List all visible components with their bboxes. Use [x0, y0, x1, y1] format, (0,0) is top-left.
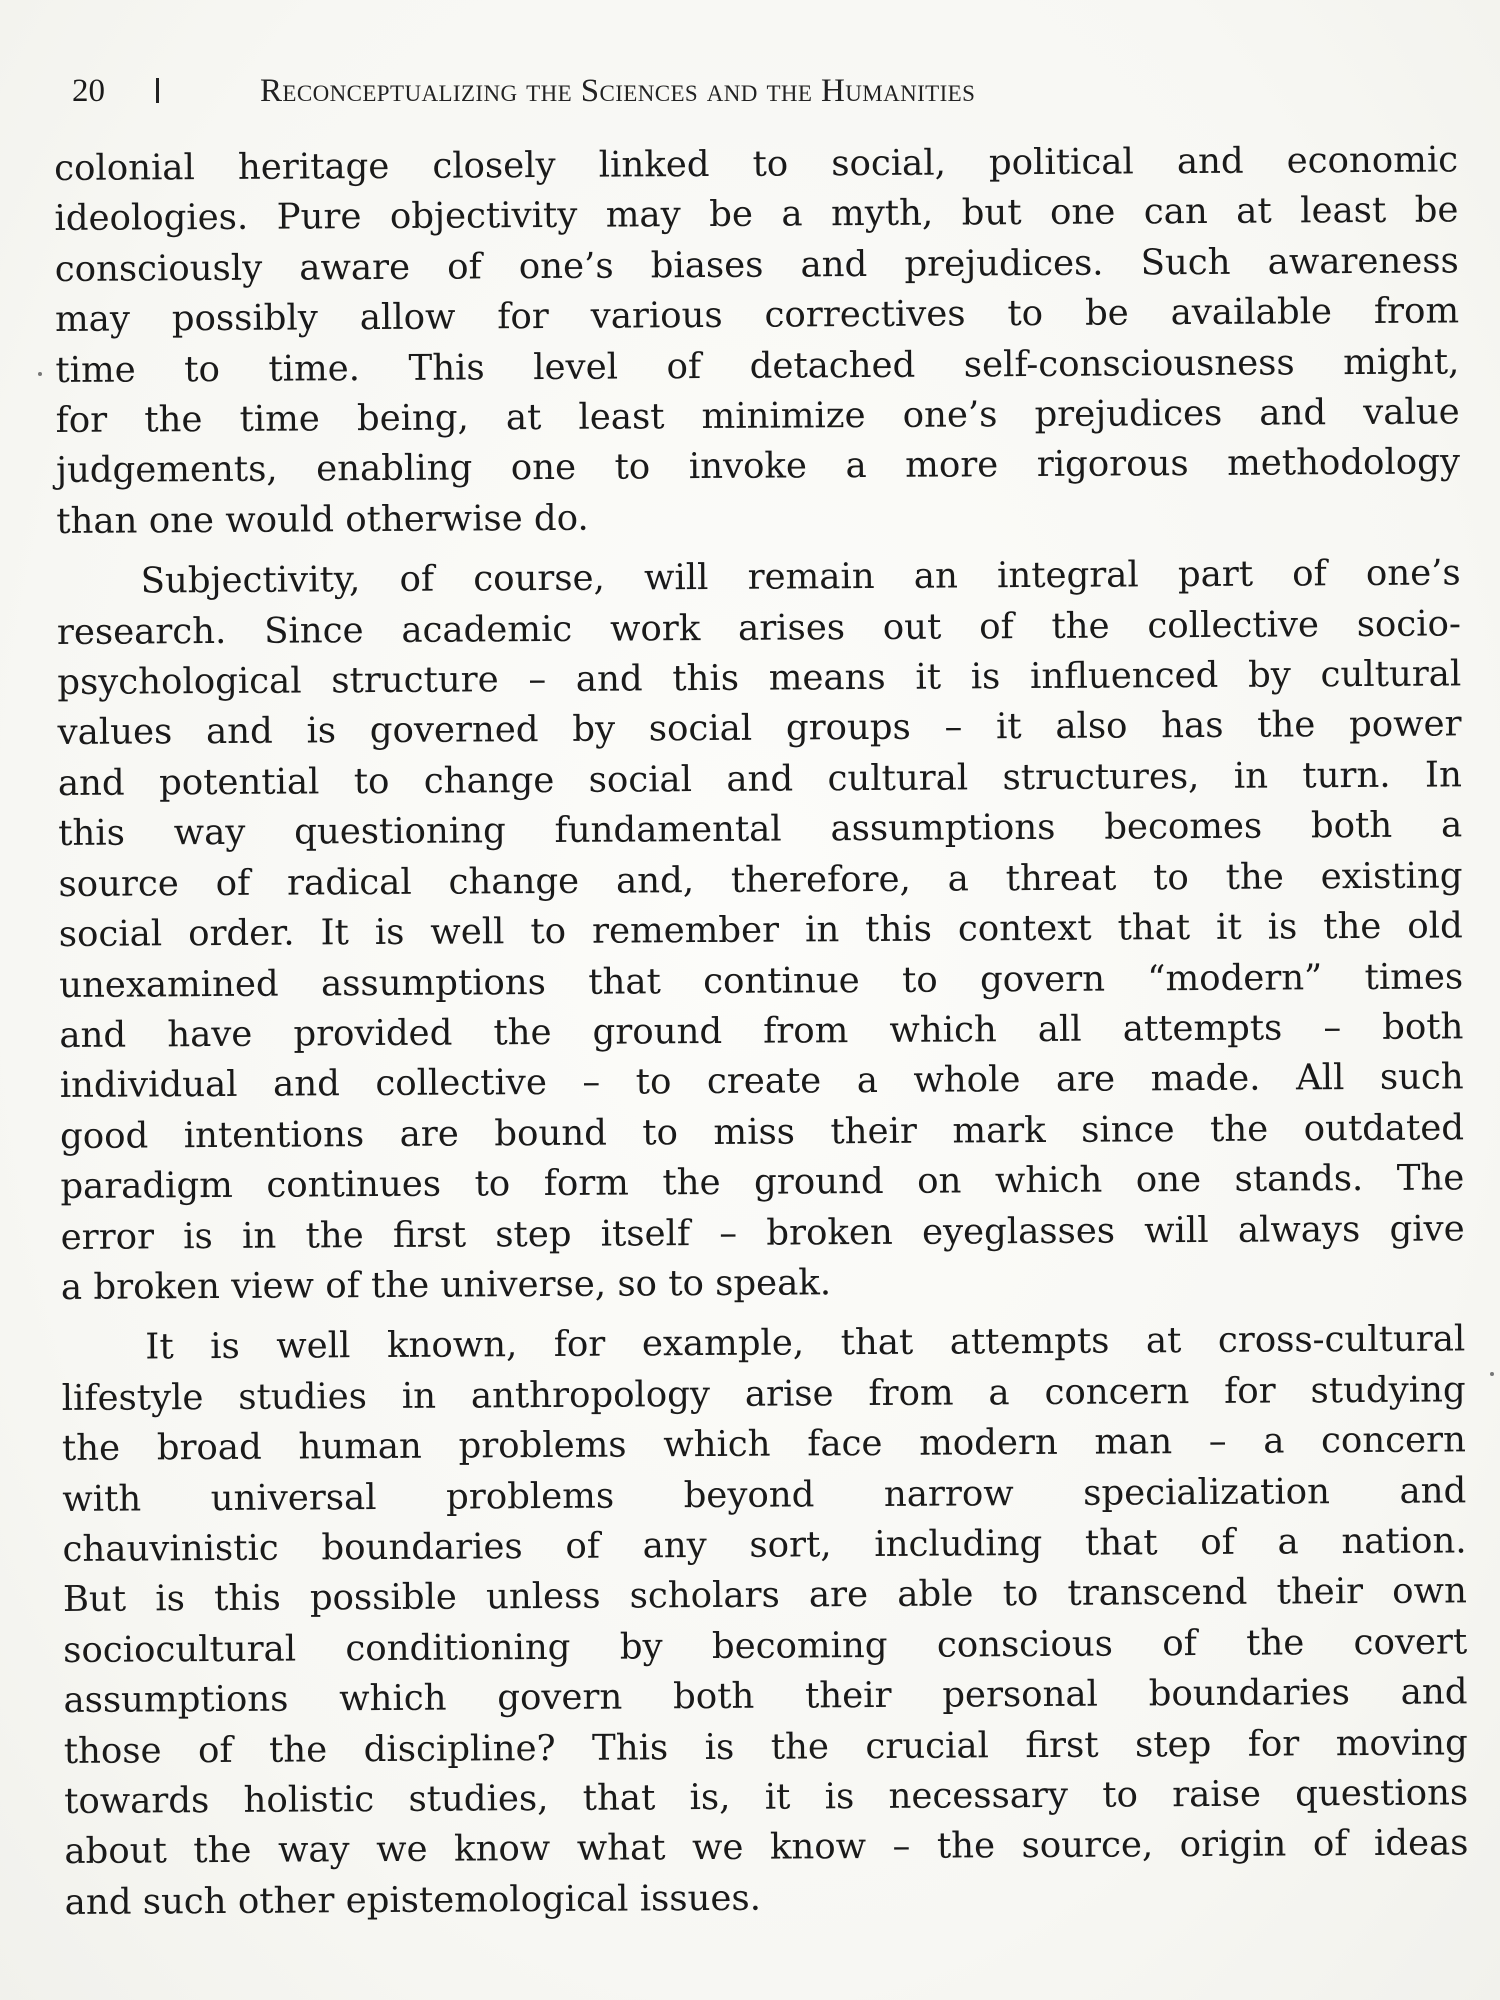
text-line: and have provided the ground from which all attempts – both: [59, 1006, 1464, 1056]
text-line: paradigm continues to form the ground on which one stands. The: [60, 1157, 1465, 1208]
text-line: this way questioning fundamental assumptions becomes both a: [58, 804, 1463, 855]
text-line: chauvinistic boundaries of any sort, including that of a nation.: [62, 1520, 1467, 1570]
header-divider: [156, 78, 159, 103]
text-line: lifestyle studies in anthropology arise from a concern for studying: [61, 1369, 1466, 1419]
paragraph-3: [61, 1315, 1469, 1928]
text-line: sociocultural conditioning by becoming conscious of the covert: [63, 1621, 1468, 1671]
text-line: assumptions which govern both their personal boundaries and: [63, 1671, 1468, 1722]
text-line: But is this possible unless scholars are able to transcend their own: [62, 1570, 1467, 1621]
running-head-title: Reconceptualizing the Sciences and the Humanities: [260, 73, 976, 109]
text-line: may possibly allow for various correctives to be available from: [54, 290, 1460, 341]
text-line: consciously aware of one’s biases and prejudices. Such awareness: [54, 240, 1459, 290]
text-line: individual and collective – to create a whole are made. All such: [59, 1056, 1464, 1107]
text-line: unexamined assumptions that continue to govern “modern” times: [59, 955, 1464, 1006]
text-line: psychological structure – and this means it is influenced by cultural: [57, 653, 1462, 704]
text-line: a broken view of the universe, so to speak.: [60, 1262, 832, 1308]
text-line: time to time. This level of detached self-consciousness might,: [55, 341, 1460, 391]
text-line: with universal problems beyond narrow specialization and: [62, 1469, 1467, 1520]
scan-speck: [38, 372, 42, 376]
body-text: [54, 135, 1469, 1928]
text-line: research. Since academic work arises out of the collective socio-: [56, 603, 1462, 653]
text-line: for the time being, at least minimize one’s prejudices and value: [55, 391, 1460, 442]
text-line: error is in the first step itself – broken eyeglasses will always give: [60, 1207, 1465, 1258]
scan-speck: [1490, 1372, 1494, 1376]
text-line: the broad human problems which face modern man – a concern: [61, 1419, 1467, 1470]
paragraph-1: [54, 135, 1460, 547]
text-line: Subjectivity, of course, will remain an integral part of one’s: [140, 552, 1461, 602]
text-line: than one would otherwise do.: [56, 497, 589, 542]
text-line: good intentions are bound to miss their mark since the outdated: [59, 1107, 1465, 1157]
text-line: It is well known, for example, that attempts at cross-cultural: [145, 1318, 1466, 1368]
text-line: ideologies. Pure objectivity may be a myth, but one can at least be: [54, 189, 1459, 240]
text-line: those of the discipline? This is the crucial first step for moving: [63, 1721, 1468, 1772]
text-line: towards holistic studies, that is, it is necessary to raise questions: [63, 1772, 1469, 1822]
text-line: and potential to change social and cultural structures, in turn. In: [57, 754, 1463, 804]
text-line: values and is governed by social groups – it also has the power: [57, 703, 1462, 754]
page-number: 20: [72, 73, 105, 109]
text-line: source of radical change and, therefore, a threat to the existing: [58, 855, 1463, 905]
running-head: [72, 66, 1352, 116]
text-line: colonial heritage closely linked to social, political and economic: [54, 139, 1459, 189]
paragraph-2: [57, 549, 1466, 1314]
text-line: and such other epistemological issues.: [64, 1877, 762, 1923]
text-line: social order. It is well to remember in this context that it is the old: [58, 905, 1463, 956]
text-line: judgements, enabling one to invoke a more rigorous methodology: [55, 441, 1461, 492]
text-line: about the way we know what we know – the source, origin of ideas: [64, 1822, 1469, 1873]
